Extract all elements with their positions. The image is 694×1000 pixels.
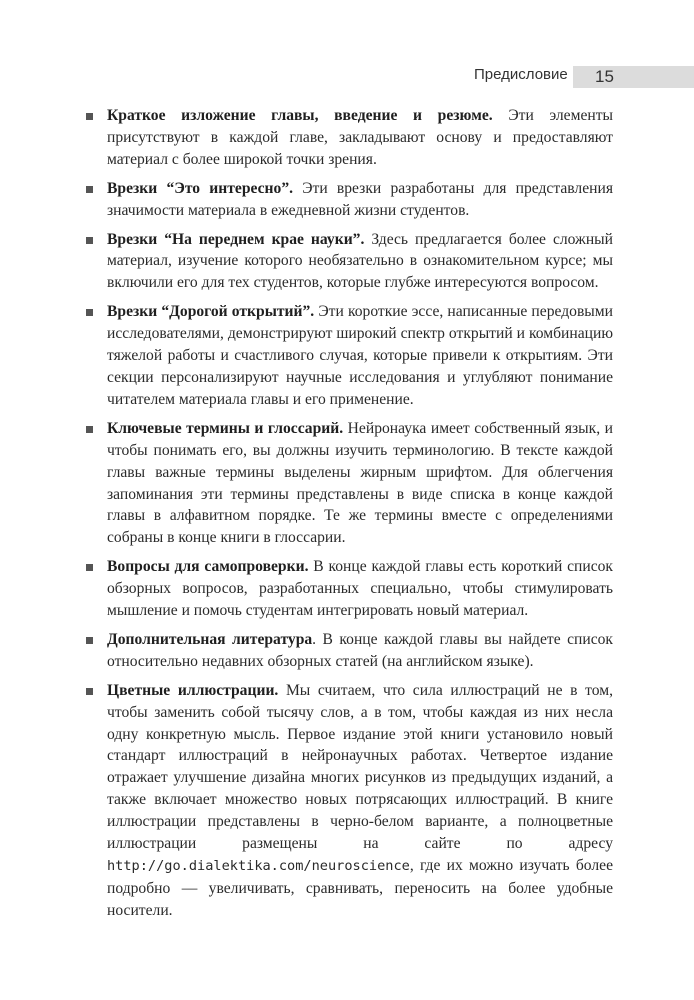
list-item <box>80 680 613 922</box>
list-item <box>80 301 613 411</box>
square-bullet-icon <box>86 186 93 193</box>
item-term: Врезки “Это интересно”. <box>107 179 294 197</box>
square-bullet-icon <box>86 426 93 433</box>
square-bullet-icon <box>86 637 93 644</box>
item-term: Вопросы для самопроверки. <box>107 558 309 576</box>
item-text: Здесь предлагается более сложный материал, изучение которого необязательно в ознакомительном курсе; мы включили его для тех студентов, которые глубже интересуются вопросом. <box>107 230 613 292</box>
square-bullet-icon <box>86 688 93 695</box>
item-text: Нейронаука имеет собственный язык, и чтобы понимать его, вы должны изучить терминологию. В тексте каждой главы важные термины выделены жирным шрифтом. Для облегчения запоминания эти термины представлены в виде списка в конце каждой главы в алфавитном порядке. Те же термины вместе с определениями собраны в конце книги в глоссарии. <box>107 419 613 547</box>
square-bullet-icon <box>86 113 93 120</box>
item-text: Эти врезки разработаны для представления значимости материала в ежедневной жизни студентов. <box>107 179 613 219</box>
list-item <box>80 229 613 295</box>
square-bullet-icon <box>86 564 93 571</box>
bullet-list <box>80 105 613 929</box>
square-bullet-icon <box>86 309 93 316</box>
square-bullet-icon <box>86 237 93 244</box>
item-text: В конце каждой главы есть короткий список обзорных вопросов, разработанных специально, чтобы стимулировать мышление и помочь студентам интегрировать новый материал. <box>107 558 613 620</box>
item-term: Врезки “Дорогой открытий”. <box>107 303 315 321</box>
item-text: Эти короткие эссе, написанные передовыми исследователями, демонстрируют широкий спектр открытий и комбинацию тяжелой работы и счастливого случая, которые привели к открытиям. Эти секции персонализируют научные исследования и углубляют понимание читателем материала главы и его применение. <box>107 303 613 408</box>
item-term: Врезки “На переднем крае науки”. <box>107 230 365 248</box>
list-item <box>80 556 613 622</box>
page-number: 15 <box>595 67 614 86</box>
item-text: Эти элементы присутствуют в каждой главе, закладывают основу и предоставляют материал с более широкой точки зрения. <box>107 107 613 168</box>
item-text-after: , где их можно изучать более подробно — увеличивать, сравнивать, переносить на более удобные носители. <box>107 857 613 919</box>
item-term: Дополнительная литература <box>107 630 313 648</box>
list-item <box>80 105 613 171</box>
page-number-box <box>573 66 694 88</box>
item-text: Мы считаем, что сила иллюстраций не в том, чтобы заменить собой тысячу слов, а в том, чтобы каждая из них несла одну конкретную мысль. Первое издание этой книги установило новый стандарт иллюстраций в нейронаучных работах. Четвертое издание отражает улучшение дизайна многих рисунков из предыдущих изданий, а также включает множество новых потрясающих иллюстраций. В книге иллюстрации представлены в черно-белом варианте, а полноцветные иллюстрации размещены на сайте по адресу <box>107 681 613 853</box>
running-head: Предисловие <box>474 66 568 83</box>
list-item <box>80 418 613 549</box>
item-term: Цветные иллюстрации. <box>107 681 279 699</box>
item-term: Краткое изложение главы, введение и резюме. <box>107 107 493 124</box>
list-item <box>80 178 613 222</box>
list-item <box>80 629 613 673</box>
url-link[interactable]: http://go.dialektika.com/neuroscience <box>107 858 410 874</box>
item-text: . В конце каждой главы вы найдете список относительно недавних обзорных статей (на английском языке). <box>107 630 613 670</box>
item-term: Ключевые термины и глоссарий. <box>107 419 344 437</box>
